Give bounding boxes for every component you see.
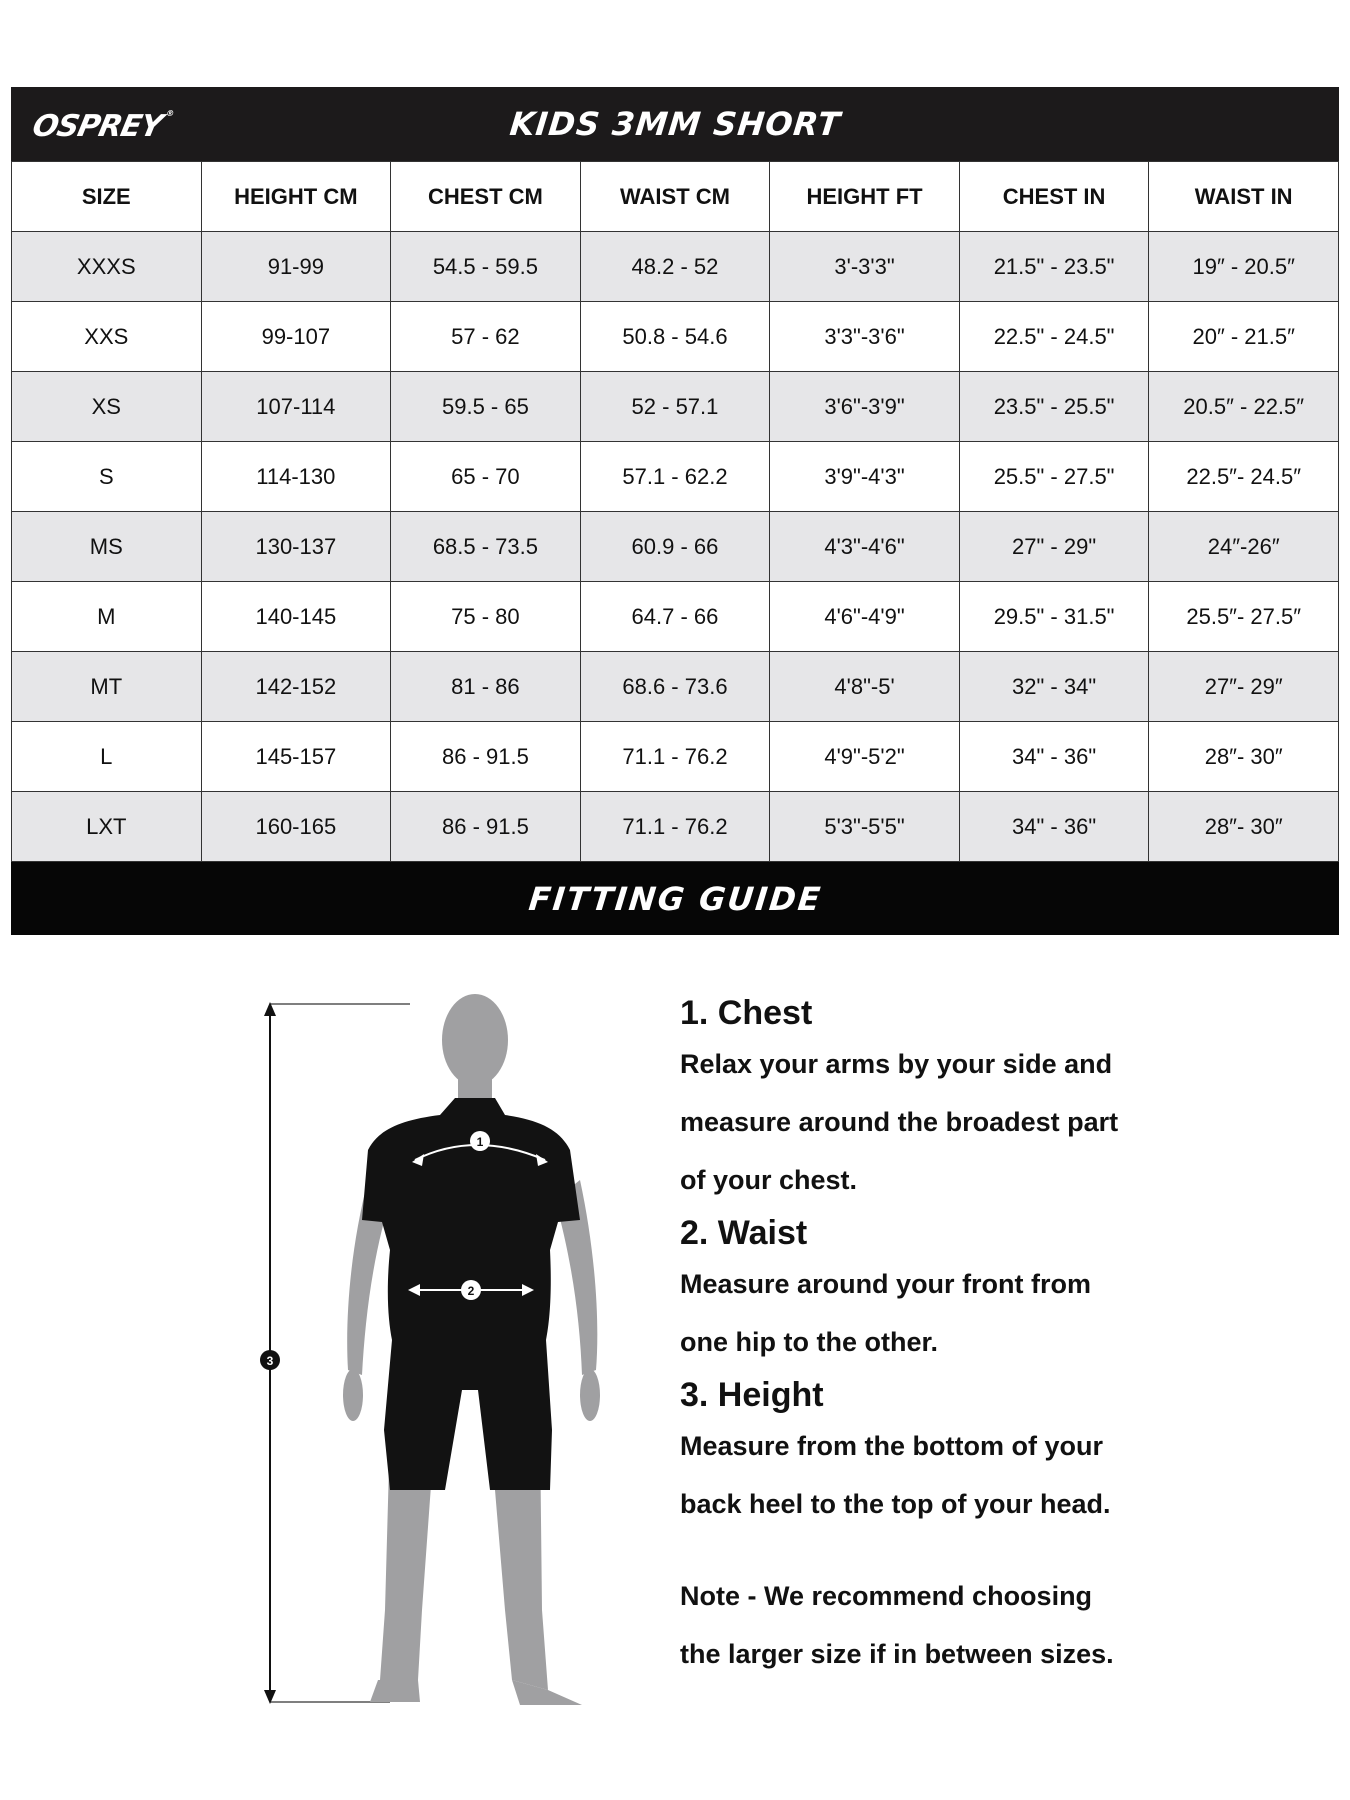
size-cell: XS xyxy=(12,372,202,442)
measurement-cell: 3'6"-3'9" xyxy=(770,372,960,442)
measurement-cell: 29.5" - 31.5" xyxy=(959,582,1149,652)
height-step-line: back heel to the top of your head. xyxy=(680,1489,1111,1519)
waist-step xyxy=(680,1210,1320,1370)
measurement-cell: 68.5 - 73.5 xyxy=(391,512,581,582)
table-header-row xyxy=(12,162,1339,232)
measurement-cell: 48.2 - 52 xyxy=(580,232,770,302)
measurement-cell: 140-145 xyxy=(201,582,391,652)
measurement-cell: 86 - 91.5 xyxy=(391,722,581,792)
title-bar xyxy=(11,87,1339,161)
size-cell: LXT xyxy=(12,792,202,862)
measurement-cell: 99-107 xyxy=(201,302,391,372)
measurement-cell: 27" - 29" xyxy=(959,512,1149,582)
measurement-cell: 65 - 70 xyxy=(391,442,581,512)
measurement-cell: 91-99 xyxy=(201,232,391,302)
measurement-cell: 59.5 - 65 xyxy=(391,372,581,442)
measurement-cell: 142-152 xyxy=(201,652,391,722)
size-table xyxy=(11,161,1339,862)
table-row xyxy=(12,652,1339,722)
table-row xyxy=(12,442,1339,512)
left-hand-shape xyxy=(343,1369,363,1421)
measurement-cell: 34" - 36" xyxy=(959,722,1149,792)
size-cell: L xyxy=(12,722,202,792)
measurement-cell: 19″ - 20.5″ xyxy=(1149,232,1339,302)
table-row xyxy=(12,512,1339,582)
column-header: CHEST CM xyxy=(391,162,581,232)
measurement-cell: 22.5" - 24.5" xyxy=(959,302,1149,372)
measurement-cell: 107-114 xyxy=(201,372,391,442)
column-header: WAIST IN xyxy=(1149,162,1339,232)
size-note xyxy=(680,1568,1320,1682)
measurement-cell: 32" - 34" xyxy=(959,652,1149,722)
column-header: WAIST CM xyxy=(580,162,770,232)
table-row xyxy=(12,302,1339,372)
table-row xyxy=(12,582,1339,652)
measurement-cell: 23.5" - 25.5" xyxy=(959,372,1149,442)
measurement-cell: 71.1 - 76.2 xyxy=(580,722,770,792)
waist-step-title: 2. Waist xyxy=(680,1214,808,1252)
measurement-cell: 25.5" - 27.5" xyxy=(959,442,1149,512)
measurement-cell: 28″- 30″ xyxy=(1149,722,1339,792)
note-line: Note - We recommend choosing xyxy=(680,1581,1093,1611)
chest-step-title: 1. Chest xyxy=(680,994,813,1032)
fitting-guide-bar xyxy=(11,862,1339,935)
fitting-guide-title: FITTING GUIDE xyxy=(526,879,824,918)
brand-logo: OSPREY® xyxy=(29,109,175,144)
column-header: HEIGHT CM xyxy=(201,162,391,232)
measurement-cell: 20″ - 21.5″ xyxy=(1149,302,1339,372)
measurement-cell: 60.9 - 66 xyxy=(580,512,770,582)
measurement-cell: 160-165 xyxy=(201,792,391,862)
note-line: the larger size if in between sizes. xyxy=(680,1639,1114,1669)
size-cell: XXXS xyxy=(12,232,202,302)
measurement-cell: 86 - 91.5 xyxy=(391,792,581,862)
table-row xyxy=(12,722,1339,792)
height-step-line: Measure from the bottom of your xyxy=(680,1431,1104,1461)
measurement-cell: 34" - 36" xyxy=(959,792,1149,862)
chart-title: KIDS 3MM SHORT xyxy=(507,105,843,143)
measurement-cell: 22.5″- 24.5″ xyxy=(1149,442,1339,512)
measurement-cell: 130-137 xyxy=(201,512,391,582)
table-body xyxy=(12,232,1339,862)
measurement-cell: 75 - 80 xyxy=(391,582,581,652)
chest-step-line: of your chest. xyxy=(680,1165,858,1195)
waist-marker-label: 2 xyxy=(467,1284,475,1298)
measurement-cell: 114-130 xyxy=(201,442,391,512)
measurement-cell: 57.1 - 62.2 xyxy=(580,442,770,512)
measurement-cell: 71.1 - 76.2 xyxy=(580,792,770,862)
fitting-instructions xyxy=(680,990,1320,1684)
size-cell: M xyxy=(12,582,202,652)
chest-step xyxy=(680,990,1320,1208)
column-header: HEIGHT FT xyxy=(770,162,960,232)
body-figure xyxy=(250,990,610,1730)
size-cell: MT xyxy=(12,652,202,722)
table-row xyxy=(12,372,1339,442)
chest-step-line: Relax your arms by your side and xyxy=(680,1049,1113,1079)
measurement-cell: 57 - 62 xyxy=(391,302,581,372)
measurement-cell: 4'9"-5'2" xyxy=(770,722,960,792)
measurement-cell: 64.7 - 66 xyxy=(580,582,770,652)
measurement-cell: 4'3"-4'6" xyxy=(770,512,960,582)
waist-step-line: Measure around your front from xyxy=(680,1269,1092,1299)
table-row xyxy=(12,792,1339,862)
body-figure-illustration xyxy=(250,990,610,1730)
measurement-cell: 25.5″- 27.5″ xyxy=(1149,582,1339,652)
height-step-title: 3. Height xyxy=(680,1376,824,1414)
measurement-cell: 81 - 86 xyxy=(391,652,581,722)
measurement-cell: 20.5″ - 22.5″ xyxy=(1149,372,1339,442)
height-marker-label: 3 xyxy=(266,1354,274,1368)
measurement-cell: 54.5 - 59.5 xyxy=(391,232,581,302)
height-step xyxy=(680,1372,1320,1532)
size-cell: S xyxy=(12,442,202,512)
chest-step-line: measure around the broadest part xyxy=(680,1107,1119,1137)
measurement-cell: 24″-26″ xyxy=(1149,512,1339,582)
measurement-cell: 5'3"-5'5" xyxy=(770,792,960,862)
waist-step-line: one hip to the other. xyxy=(680,1327,938,1357)
measurement-cell: 27″- 29″ xyxy=(1149,652,1339,722)
column-header: SIZE xyxy=(12,162,202,232)
measurement-cell: 3'-3'3" xyxy=(770,232,960,302)
table-row xyxy=(12,232,1339,302)
measurement-cell: 28″- 30″ xyxy=(1149,792,1339,862)
measurement-cell: 50.8 - 54.6 xyxy=(580,302,770,372)
column-header: CHEST IN xyxy=(959,162,1149,232)
measurement-cell: 3'9"-4'3" xyxy=(770,442,960,512)
measurement-cell: 4'8"-5' xyxy=(770,652,960,722)
chest-marker-label: 1 xyxy=(476,1135,484,1149)
measurement-cell: 68.6 - 73.6 xyxy=(580,652,770,722)
size-cell: XXS xyxy=(12,302,202,372)
measurement-cell: 145-157 xyxy=(201,722,391,792)
measurement-cell: 21.5" - 23.5" xyxy=(959,232,1149,302)
measurement-cell: 52 - 57.1 xyxy=(580,372,770,442)
size-cell: MS xyxy=(12,512,202,582)
left-foot-shape xyxy=(370,1680,420,1702)
measurement-cell: 3'3"-3'6" xyxy=(770,302,960,372)
right-hand-shape xyxy=(580,1369,600,1421)
measurement-cell: 4'6"-4'9" xyxy=(770,582,960,652)
size-chart xyxy=(11,87,1339,935)
